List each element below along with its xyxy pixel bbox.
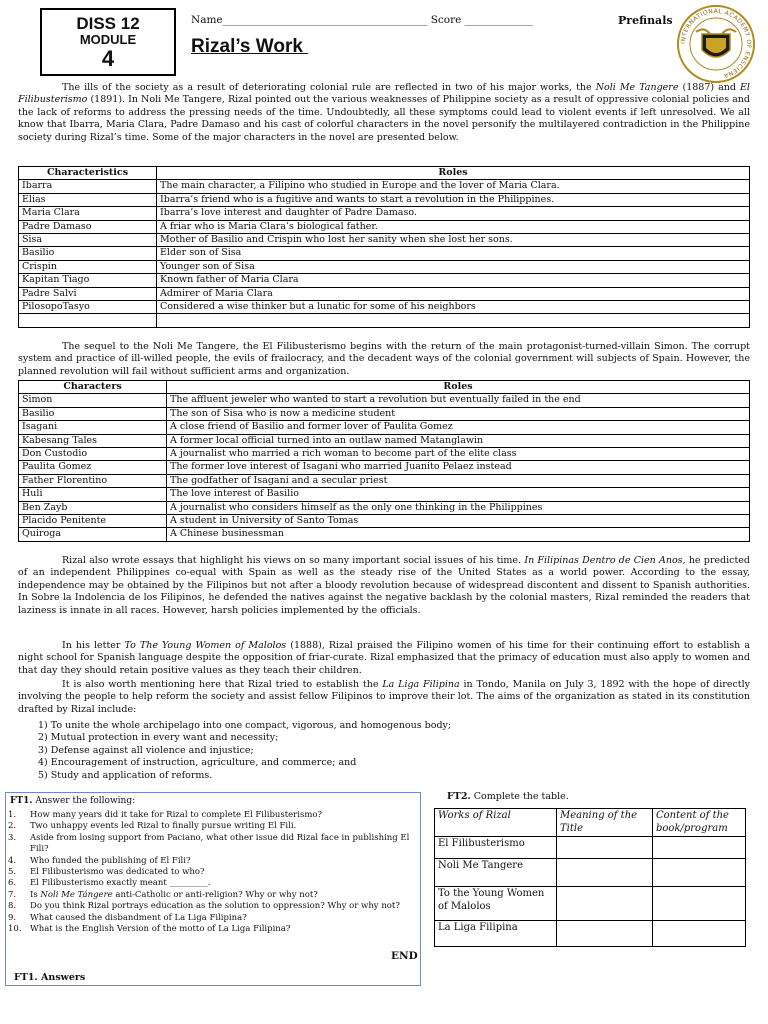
question-text: El Filibusterismo was dedicated to who?	[30, 867, 205, 878]
letter-paragraph: In his letter To The Young Women of Malolos (1888), Rizal praised the Filipino women of his time for their continuing effort to establish a night school for Spanish language despite the opposition of friar-curate. Rizal emphasized that the primacy of education must also apply to women and that day they should retain positive values as they teach their children.	[18, 640, 750, 676]
question-text: Two unhappy events led Rizal to finally pursue writing El Fili.	[30, 821, 297, 832]
question-number: 9.	[8, 912, 17, 923]
question-number: 10.	[8, 924, 22, 935]
question-item	[8, 867, 418, 878]
question-item	[8, 810, 418, 821]
table-row	[435, 921, 746, 947]
question-number: 4.	[8, 855, 17, 866]
character-name-cell: Elias	[19, 193, 157, 206]
question-number: 1.	[8, 810, 17, 820]
question-text: Is	[30, 889, 41, 900]
character-name-cell: Ben Zayb	[19, 501, 167, 514]
module-label: MODULE	[79, 32, 137, 47]
role-cell: A Chinese businessman	[167, 528, 750, 541]
work-title-cell: La Liga Filipina	[435, 921, 557, 947]
role-cell: A former local official turned into an outlaw named Matanglawin	[167, 434, 750, 447]
noli-characters-table	[18, 166, 750, 328]
table-row	[19, 407, 750, 420]
table-row	[19, 461, 750, 474]
intro-paragraph: The ills of the society as a result of deteriorating colonial rule are reflected in two of his major works, the Noli Me Tangere (1887) and El Filibusterismo (1891). In Noli Me Tangere, Rizal pointed out the various weaknesses of Philippine society as a result of oppressive colonial policies and the lack of reforms to address the pressing needs of the time. Undoubtedly, all these symptoms could lead to violent events if left unresolved. We all know that Ibarra, Maria Clara, Padre Damaso and his cast of colorful characters in the novel personify the multilayered contradiction in the Philippine society during Rizal’s time. Some of the major characters in the novel are presented below.	[18, 82, 750, 143]
character-name-cell: Crispin	[19, 260, 157, 273]
table-header: Characteristics	[19, 167, 157, 180]
answer-cell[interactable]	[557, 837, 653, 859]
role-cell: The godfather of Isagani and a secular priest	[167, 474, 750, 487]
question-item	[8, 913, 418, 924]
question-text: El Filibusterismo exactly meant _________.	[30, 878, 211, 889]
ft1-questions	[8, 810, 418, 935]
table-row	[19, 528, 750, 541]
question-item	[8, 890, 418, 901]
answer-cell[interactable]	[653, 887, 746, 921]
role-cell: The affluent jeweler who wanted to start a revolution but eventually failed in the end	[167, 394, 750, 407]
table-header: Works of Rizal	[435, 809, 557, 837]
question-number: 2.	[8, 821, 17, 832]
role-cell: A journalist who married a rich woman to become part of the elite class	[167, 448, 750, 461]
role-cell: Younger son of Sisa	[157, 260, 750, 273]
question-text: What is the English Version of the motto of La Liga Filipina?	[30, 924, 291, 935]
table-row	[19, 180, 750, 193]
role-cell: Admirer of Maria Clara	[157, 287, 750, 300]
fili-characters-table	[18, 380, 750, 542]
character-name-cell: Placido Penitente	[19, 515, 167, 528]
question-number: 5.	[8, 867, 17, 878]
table-row	[19, 474, 750, 487]
role-cell: Mother of Basilio and Crispin who lost her sanity when she lost her sons.	[157, 234, 750, 247]
question-text: Do you think Rizal portrays education as the solution to oppression? Why or why not?	[30, 901, 400, 912]
table-header: Roles	[167, 381, 750, 394]
list-item: 3) Defense against all violence and injustice;	[38, 744, 254, 756]
ft1-title: FT1. Answer the following:	[10, 796, 136, 806]
character-name-cell: Kabesang Tales	[19, 434, 167, 447]
character-name-cell: Padre Salvi	[19, 287, 157, 300]
work-title-cell: Noli Me Tangere	[435, 859, 557, 887]
role-cell: The love interest of Basilio	[167, 488, 750, 501]
logo-text: INTERNATIONAL ACADEMY OF ENSCIENA	[679, 7, 753, 80]
subject-code: DISS 12	[76, 14, 140, 33]
table-row	[19, 448, 750, 461]
role-cell: The former love interest of Isagani who married Juanito Pelaez instead	[167, 461, 750, 474]
question-number: 7.	[8, 889, 17, 900]
character-name-cell	[19, 314, 157, 327]
table-header: Roles	[157, 167, 750, 180]
question-text: Noli Me Tángere	[40, 889, 113, 900]
role-cell: Known father of Maria Clara	[157, 274, 750, 287]
work-title-cell: To the Young Women of Malolos	[435, 887, 557, 921]
page-title: Rizal’s Work	[191, 36, 309, 57]
character-name-cell: Paulita Gomez	[19, 461, 167, 474]
role-cell: A friar who is Maria Clara’s biological father.	[157, 220, 750, 233]
character-name-cell: Simon	[19, 394, 167, 407]
role-cell: Ibarra’s love interest and daughter of Padre Damaso.	[157, 207, 750, 220]
question-item	[8, 856, 418, 867]
table-row	[19, 501, 750, 514]
answer-cell[interactable]	[653, 859, 746, 887]
table-row	[19, 287, 750, 300]
table-row	[19, 207, 750, 220]
question-item	[8, 901, 418, 912]
table-row	[435, 837, 746, 859]
aims-list	[38, 720, 451, 782]
answer-cell[interactable]	[653, 837, 746, 859]
question-text: What caused the disbandment of La Liga Filipina?	[30, 912, 247, 923]
ft1-answers-label: FT1. Answers	[14, 972, 86, 983]
answer-cell[interactable]	[557, 859, 653, 887]
name-score-line: Name_______________________________________ Score _____________	[191, 14, 533, 26]
role-cell: A student in University of Santo Tomas	[167, 515, 750, 528]
character-name-cell: Basilio	[19, 247, 157, 260]
table-row	[19, 234, 750, 247]
question-item	[8, 878, 418, 889]
role-cell: Ibarra’s friend who is a fugitive and wants to start a revolution in the Philippines.	[157, 193, 750, 206]
table-row	[435, 887, 746, 921]
answer-cell[interactable]	[557, 921, 653, 947]
table-row	[19, 394, 750, 407]
character-name-cell: PilosopoTasyo	[19, 301, 157, 314]
ft2-title: FT2. Complete the table.	[447, 791, 569, 802]
module-number: 4	[101, 46, 115, 71]
character-name-cell: Don Custodio	[19, 448, 167, 461]
list-item: 4) Encouragement of instruction, agriculture, and commerce; and	[38, 757, 357, 769]
role-cell: A close friend of Basilio and former lover of Paulita Gomez	[167, 421, 750, 434]
term-label: Prefinals	[618, 14, 673, 27]
role-cell: A journalist who considers himself as the only one thinking in the Philippines	[167, 501, 750, 514]
table-row	[19, 247, 750, 260]
answer-cell[interactable]	[557, 887, 653, 921]
liga-paragraph: It is also worth mentioning here that Rizal tried to establish the La Liga Filipina in Tondo, Manila on July 3, 1892 with the hope of directly involving the people to help reform the society and assist fellow Filipinos to improve their lot. The aims of the organization as stated in its constitution drafted by Rizal include:	[18, 679, 750, 715]
character-name-cell: Maria Clara	[19, 207, 157, 220]
character-name-cell: Isagani	[19, 421, 167, 434]
table-header: Meaning of the Title	[557, 809, 653, 837]
question-number: 8.	[8, 901, 17, 912]
school-logo	[676, 4, 756, 84]
table-row	[19, 274, 750, 287]
ft2-table	[434, 808, 746, 947]
table-header: Characters	[19, 381, 167, 394]
character-name-cell: Ibarra	[19, 180, 157, 193]
character-name-cell: Sisa	[19, 234, 157, 247]
question-text: Who funded the publishing of El Fili?	[30, 855, 191, 866]
table-row	[19, 488, 750, 501]
table-row	[19, 220, 750, 233]
table-row	[19, 193, 750, 206]
table-row	[19, 301, 750, 314]
table-row	[19, 260, 750, 273]
table-row	[19, 421, 750, 434]
question-number: 3.	[8, 832, 17, 843]
question-text: anti-Catholic or anti-religion? Why or why not?	[112, 889, 318, 900]
question-item	[8, 833, 418, 856]
essays-paragraph: Rizal also wrote essays that highlight his views on so many important social issues of his time. In Filipinas Dentro de Cien Anos, he predicted of an independent Philippines co-equal with Spain as well as the steady rise of the United States as a world power. According to the essay, independence may be obtained by the Filipinos but not after a bloody revolution because of widespread discontent and dissent to Spanish authorities. In Sobre la Indolencia de los Filipinos, he defended the natives against the negative backlash by the colonial masters, Rizal reminded the readers that laziness is innate in all races. However, harsh policies implemented by the officials.	[18, 555, 750, 616]
work-title-cell: El Filibusterismo	[435, 837, 557, 859]
table-row	[19, 314, 750, 327]
table-row	[435, 859, 746, 887]
role-cell	[157, 314, 750, 327]
question-item	[8, 924, 418, 935]
character-name-cell: Quiroga	[19, 528, 167, 541]
table-row	[19, 434, 750, 447]
list-item: 5) Study and application of reforms.	[38, 769, 213, 781]
question-text: How many years did it take for Rizal to complete El Filibusterismo?	[30, 810, 323, 820]
question-item	[8, 821, 418, 832]
question-text: Aside from losing support from Paciano, what other issue did Rizal face in publishing El Fili?	[30, 832, 410, 855]
role-cell: Elder son of Sisa	[157, 247, 750, 260]
sequel-paragraph: The sequel to the Noli Me Tangere, the El Filibusterismo begins with the return of the main protagonist-turned-villain Simon. The corrupt system and practice of ill-willed people, the evils of frailocracy, and the decadent ways of the colonial government will subjects of Spain. However, the planned revolution will fail without sufficient arms and organization.	[18, 341, 750, 377]
role-cell: The main character, a Filipino who studied in Europe and the lover of Maria Clara.	[157, 180, 750, 193]
list-item: 1) To unite the whole archipelago into one compact, vigorous, and homogenous body;	[38, 720, 452, 731]
answer-cell[interactable]	[653, 921, 746, 947]
table-header: Content of the book/program	[653, 809, 746, 837]
question-number: 6.	[8, 878, 17, 889]
module-header-box	[40, 8, 176, 76]
character-name-cell: Padre Damaso	[19, 220, 157, 233]
character-name-cell: Father Florentino	[19, 474, 167, 487]
table-row	[19, 515, 750, 528]
role-cell: The son of Sisa who is now a medicine student	[167, 407, 750, 420]
character-name-cell: Basilio	[19, 407, 167, 420]
character-name-cell: Kapitan Tiago	[19, 274, 157, 287]
role-cell: Considered a wise thinker but a lunatic for some of his neighbors	[157, 301, 750, 314]
end-label: END	[391, 950, 418, 962]
list-item: 2) Mutual protection in every want and necessity;	[38, 732, 279, 744]
character-name-cell: Huli	[19, 488, 167, 501]
